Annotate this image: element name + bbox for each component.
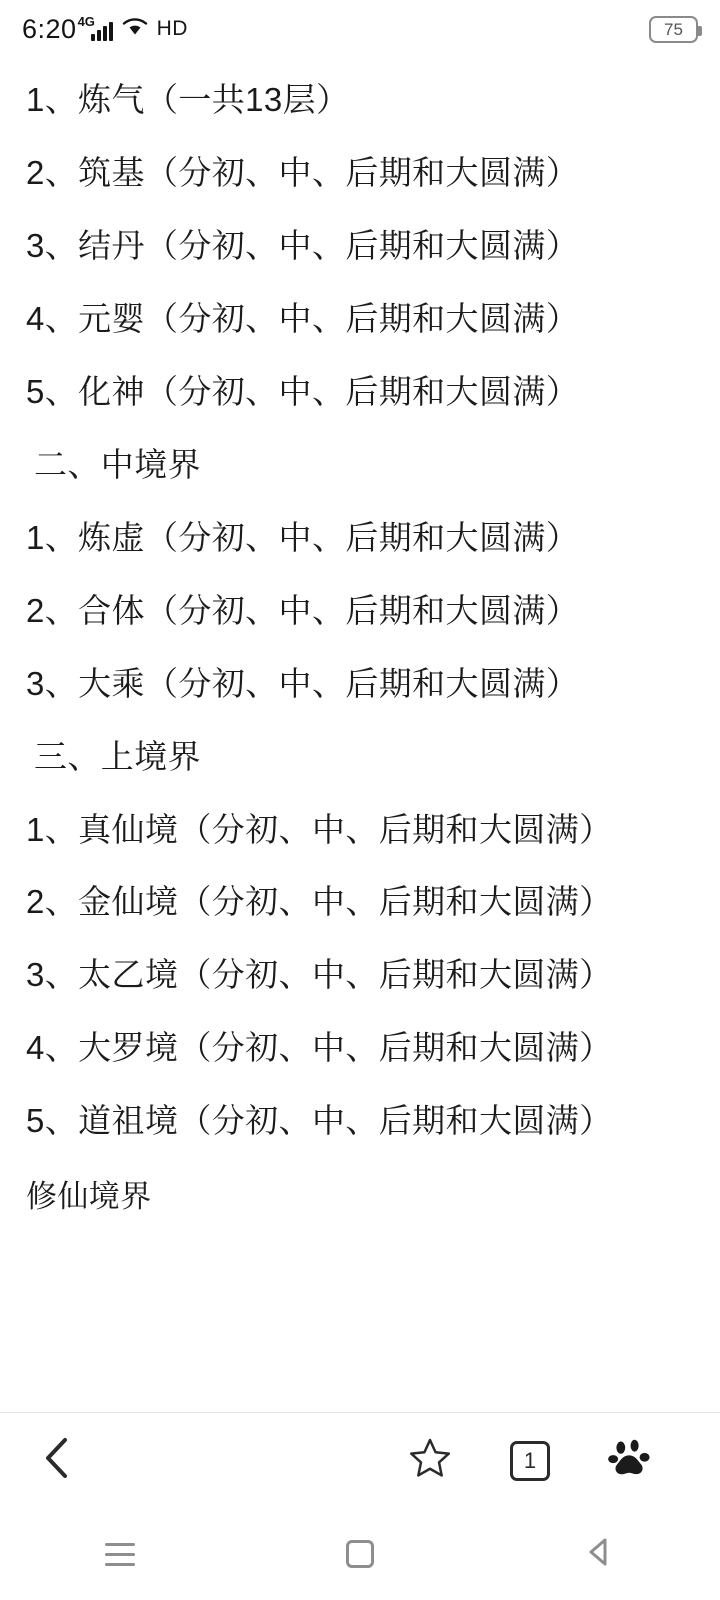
content-line: 1、真仙境（分初、中、后期和大圆满）	[26, 810, 613, 848]
wifi-icon	[122, 16, 148, 43]
status-bar	[0, 0, 720, 58]
content-line: 4、大罗境（分初、中、后期和大圆满）	[26, 1029, 613, 1067]
status-right-group	[649, 16, 698, 43]
content-line: 5、道祖境（分初、中、后期和大圆满）	[26, 1102, 613, 1140]
browser-menu-button[interactable]	[580, 1435, 680, 1486]
nav-back-button[interactable]	[540, 1535, 660, 1574]
tab-count-label: 1	[523, 1447, 537, 1473]
baidu-paw-icon	[607, 1435, 653, 1486]
status-icon-group	[77, 14, 188, 43]
content-line: 4、元婴（分初、中、后期和大圆满）	[26, 299, 580, 337]
back-triangle-icon	[583, 1535, 617, 1574]
content-line: 2、筑基（分初、中、后期和大圆满）	[26, 153, 580, 191]
content-heading: 二、中境界	[34, 445, 201, 483]
content-line: 2、合体（分初、中、后期和大圆满）	[26, 591, 580, 629]
article-content	[0, 58, 720, 1412]
battery-level-label: 75	[664, 19, 683, 39]
hd-call-label: HD	[156, 17, 188, 40]
content-line: 5、化神（分初、中、后期和大圆满）	[26, 372, 580, 410]
battery-icon	[649, 16, 698, 43]
content-line: 1、炼虚（分初、中、后期和大圆满）	[26, 518, 580, 556]
content-line: 3、太乙境（分初、中、后期和大圆满）	[26, 956, 613, 994]
home-icon	[346, 1540, 374, 1568]
nav-home-button[interactable]	[300, 1540, 420, 1568]
tab-count-icon	[510, 1441, 550, 1481]
recents-icon	[105, 1543, 135, 1566]
content-heading: 三、上境界	[34, 737, 201, 775]
signal-icon	[77, 14, 113, 41]
status-clock: 6:20	[22, 13, 77, 44]
favorite-button[interactable]	[380, 1435, 480, 1486]
star-icon	[407, 1435, 453, 1486]
content-line: 3、大乘（分初、中、后期和大圆满）	[26, 664, 580, 702]
network-type-label: 4G	[77, 14, 95, 29]
chevron-left-icon	[40, 1434, 74, 1487]
content-line: 1、炼气（一共13层）	[26, 81, 350, 118]
nav-recents-button[interactable]	[60, 1543, 180, 1566]
browser-toolbar	[0, 1412, 720, 1508]
content-footer-text: 修仙境界	[26, 1179, 152, 1215]
tab-switcher-button[interactable]	[480, 1441, 580, 1481]
android-navigation-bar	[0, 1508, 720, 1600]
content-line: 3、结丹（分初、中、后期和大圆满）	[26, 226, 580, 264]
browser-back-button[interactable]	[40, 1434, 130, 1487]
content-line: 2、金仙境（分初、中、后期和大圆满）	[26, 883, 613, 921]
